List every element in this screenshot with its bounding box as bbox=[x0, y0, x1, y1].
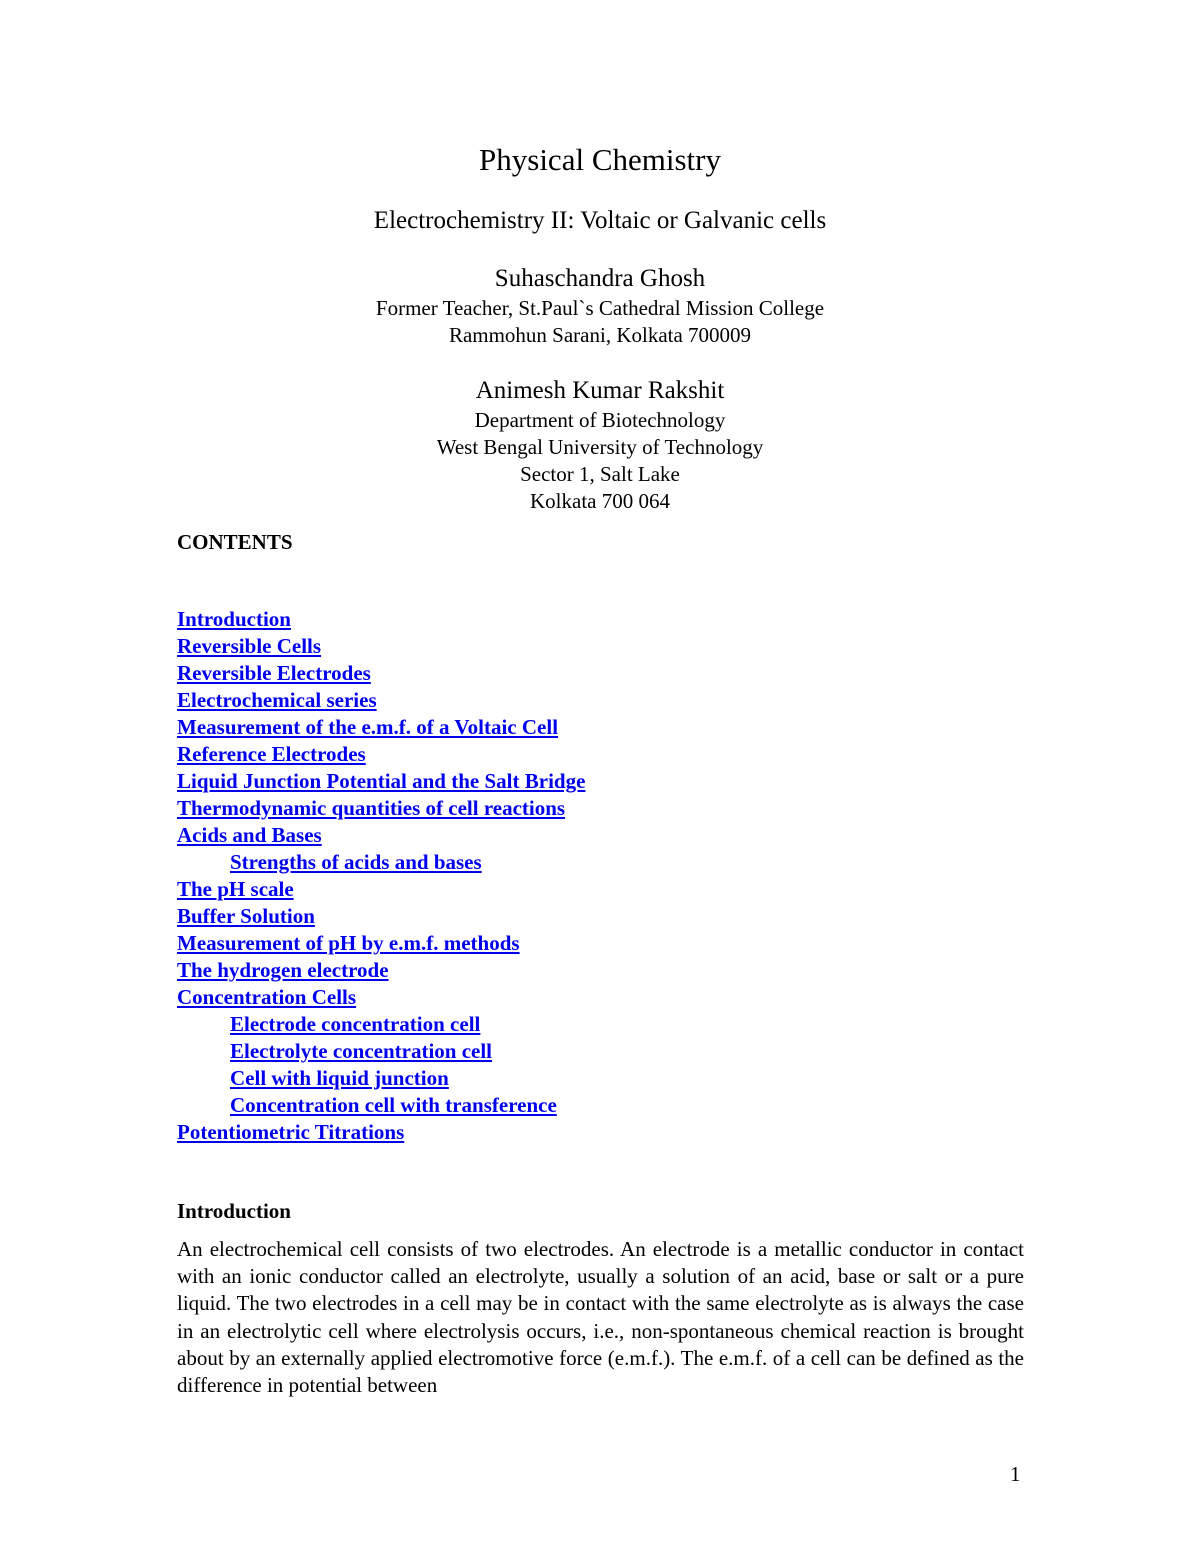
toc-link-strengths-acids-bases[interactable]: Strengths of acids and bases bbox=[230, 850, 482, 874]
toc-link-ph-scale[interactable]: The pH scale bbox=[177, 877, 294, 901]
toc-link-reversible-cells[interactable]: Reversible Cells bbox=[177, 634, 322, 658]
toc-item bbox=[177, 957, 585, 984]
toc-link-electrode-concentration-cell[interactable]: Electrode concentration cell bbox=[230, 1012, 481, 1036]
toc-link-reference-electrodes[interactable]: Reference Electrodes bbox=[177, 742, 366, 766]
author-block-1 bbox=[0, 263, 1200, 349]
toc-item bbox=[177, 660, 585, 687]
toc-item bbox=[177, 903, 585, 930]
toc-link-reversible-electrodes[interactable]: Reversible Electrodes bbox=[177, 661, 371, 685]
toc-subitem bbox=[177, 1038, 585, 1065]
toc-link-buffer-solution[interactable]: Buffer Solution bbox=[177, 904, 315, 928]
toc-link-hydrogen-electrode[interactable]: The hydrogen electrode bbox=[177, 958, 389, 982]
toc-link-cell-liquid-junction[interactable]: Cell with liquid junction bbox=[230, 1066, 449, 1090]
toc-link-concentration-cells[interactable]: Concentration Cells bbox=[177, 985, 357, 1009]
toc-link-acids-and-bases[interactable]: Acids and Bases bbox=[177, 823, 322, 847]
toc-item bbox=[177, 606, 585, 633]
toc-item bbox=[177, 984, 585, 1011]
toc-link-concentration-cell-transference[interactable]: Concentration cell with transference bbox=[230, 1093, 557, 1117]
toc-item bbox=[177, 741, 585, 768]
toc-link-potentiometric-titrations[interactable]: Potentiometric Titrations bbox=[177, 1120, 405, 1144]
toc-link-measurement-emf[interactable]: Measurement of the e.m.f. of a Voltaic Cell bbox=[177, 715, 559, 739]
section-heading-introduction: Introduction bbox=[177, 1199, 291, 1223]
toc-subitem bbox=[177, 1011, 585, 1038]
introduction-paragraph: An electrochemical cell consists of two electrodes. An electrode is a metallic conductor in contact with an ionic conductor called an electrolyte, usually a solution of an acid, base or salt or a pure liquid. The two electrodes in a cell may be in contact with the same electrolyte as is always the case in an electrolytic cell where electrolysis occurs, i.e., non-spontaneous chemical reaction is brought about by an externally applied electromotive force (e.m.f.). The e.m.f. of a cell can be defined as the difference in potential between bbox=[177, 1237, 1024, 1398]
author-name: Suhaschandra Ghosh bbox=[494, 265, 706, 292]
document-subtitle: Electrochemistry II: Voltaic or Galvanic cells bbox=[373, 207, 827, 234]
author-affiliation-line: Department of Biotechnology bbox=[474, 408, 726, 432]
document-title: Physical Chemistry bbox=[479, 142, 721, 177]
author-affiliation-line: Former Teacher, St.Paul`s Cathedral Mission College bbox=[375, 296, 825, 320]
toc-item bbox=[177, 876, 585, 903]
author-affiliation-line: Sector 1, Salt Lake bbox=[520, 462, 680, 486]
toc-item bbox=[177, 768, 585, 795]
toc-item bbox=[177, 633, 585, 660]
author-block-2 bbox=[0, 375, 1200, 515]
toc-link-electrolyte-concentration-cell[interactable]: Electrolyte concentration cell bbox=[230, 1039, 493, 1063]
author-affiliation-line: Rammohun Sarani, Kolkata 700009 bbox=[448, 323, 752, 347]
toc-subitem bbox=[177, 1092, 585, 1119]
author-affiliation-line: Kolkata 700 064 bbox=[530, 489, 670, 513]
author-name: Animesh Kumar Rakshit bbox=[475, 377, 725, 404]
page-number: 1 bbox=[1010, 1462, 1021, 1486]
toc-item bbox=[177, 822, 585, 849]
author-affiliation-line: West Bengal University of Technology bbox=[436, 435, 764, 459]
toc-subitem bbox=[177, 849, 585, 876]
toc-link-electrochemical-series[interactable]: Electrochemical series bbox=[177, 688, 377, 712]
toc-item bbox=[177, 795, 585, 822]
contents-heading: CONTENTS bbox=[177, 530, 293, 554]
toc-link-liquid-junction[interactable]: Liquid Junction Potential and the Salt Bridge bbox=[177, 769, 586, 793]
toc-link-thermodynamic-quantities[interactable]: Thermodynamic quantities of cell reactions bbox=[177, 796, 566, 820]
toc-item bbox=[177, 1119, 585, 1146]
toc-link-measurement-ph[interactable]: Measurement of pH by e.m.f. methods bbox=[177, 931, 520, 955]
toc-link-introduction[interactable]: Introduction bbox=[177, 607, 291, 631]
toc-subitem bbox=[177, 1065, 585, 1092]
toc-item bbox=[177, 687, 585, 714]
table-of-contents bbox=[177, 606, 585, 1146]
toc-item bbox=[177, 930, 585, 957]
toc-item bbox=[177, 714, 585, 741]
